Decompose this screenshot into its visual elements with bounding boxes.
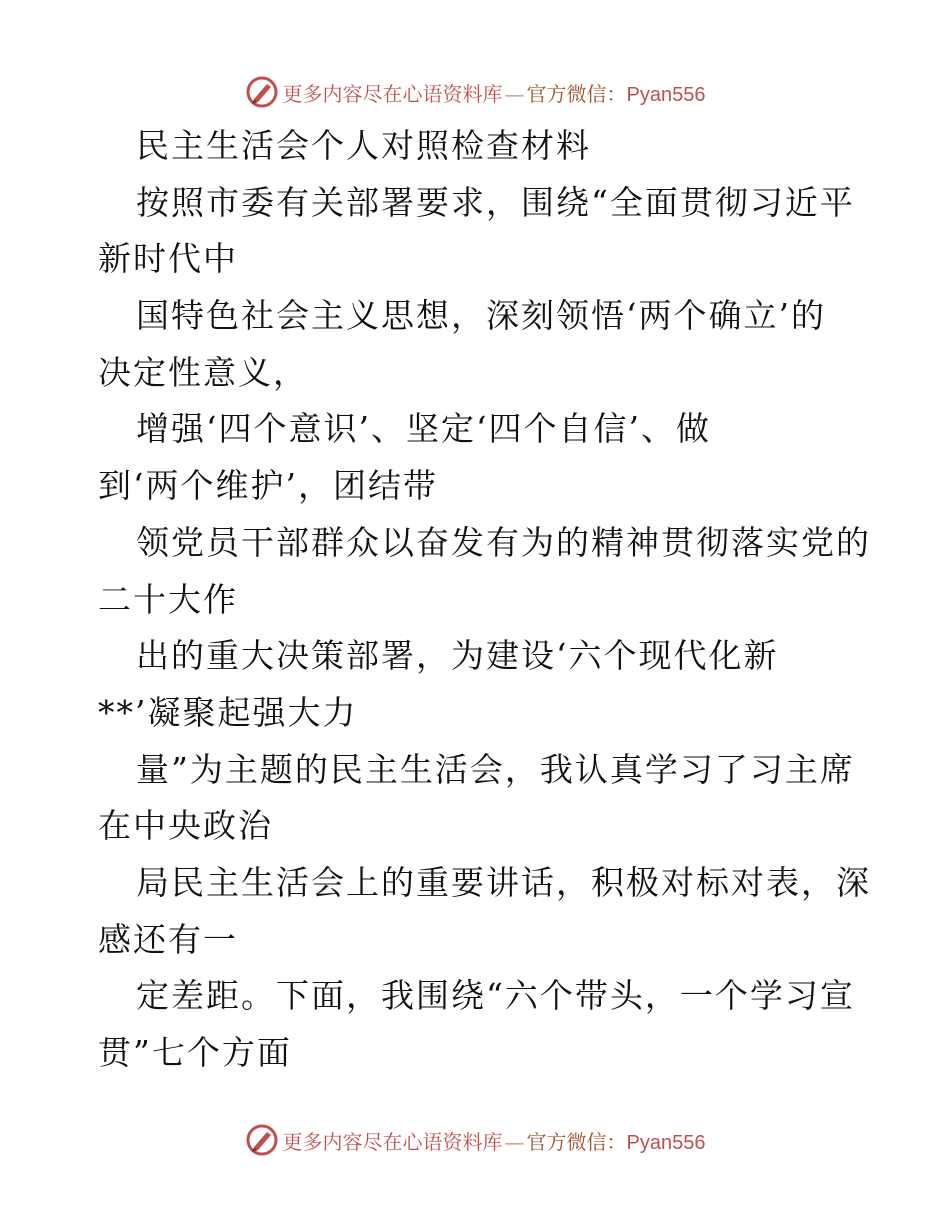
text-line: 领党员干部群众以奋发有为的精神贯彻落实党的 [136,522,871,562]
watermark-text [283,1126,706,1155]
watermark-text [283,78,706,107]
text-line: 按照市委有关部署要求，围绕“全面贯彻习近平 [136,182,855,222]
text-line: 贯”七个方面 [98,1033,292,1072]
text-line: 二十大作 [98,579,238,619]
text-line: 量”为主题的民主生活会，我认真学习了习主席 [136,749,855,789]
watermark-banner-top [0,72,950,112]
watermark-separator: — [504,81,525,106]
text-line: **’凝聚起强大力 [98,692,358,732]
text-line: 增强‘四个意识’、坚定‘四个自信’、做 [136,409,711,449]
text-line: 感还有一 [98,919,238,959]
text-line: 在中央政治 [98,806,273,846]
text-line: 到‘两个维护’，团结带 [98,466,438,506]
text-line: 新时代中 [98,239,238,279]
text-line: 国特色社会主义思想，深刻领悟‘两个确立’的 [136,296,826,336]
text-line: 出的重大决策部署，为建设‘六个现代化新 [136,636,779,676]
pen-logo-icon [245,1123,279,1157]
text-line: 定差距。下面，我围绕“六个带头，一个学习宣 [136,976,855,1016]
text-line: 决定性意义， [98,352,308,392]
watermark-prefix: 更多内容尽在心语资料库 [282,1129,503,1154]
watermark-banner-bottom [0,1120,950,1160]
watermark-id: Pyan556 [626,1131,706,1154]
document-body [98,118,871,1082]
watermark-official: 官方微信： [526,81,627,106]
text-line: 民主生活会个人对照检查材料 [136,126,591,165]
watermark-id: Pyan556 [626,83,706,106]
watermark-prefix: 更多内容尽在心语资料库 [282,81,503,106]
watermark-official: 官方微信： [526,1129,627,1154]
text-line: 局民主生活会上的重要讲话，积极对标对表，深 [136,862,871,902]
watermark-separator: — [504,1129,525,1154]
pen-logo-icon [245,75,279,109]
